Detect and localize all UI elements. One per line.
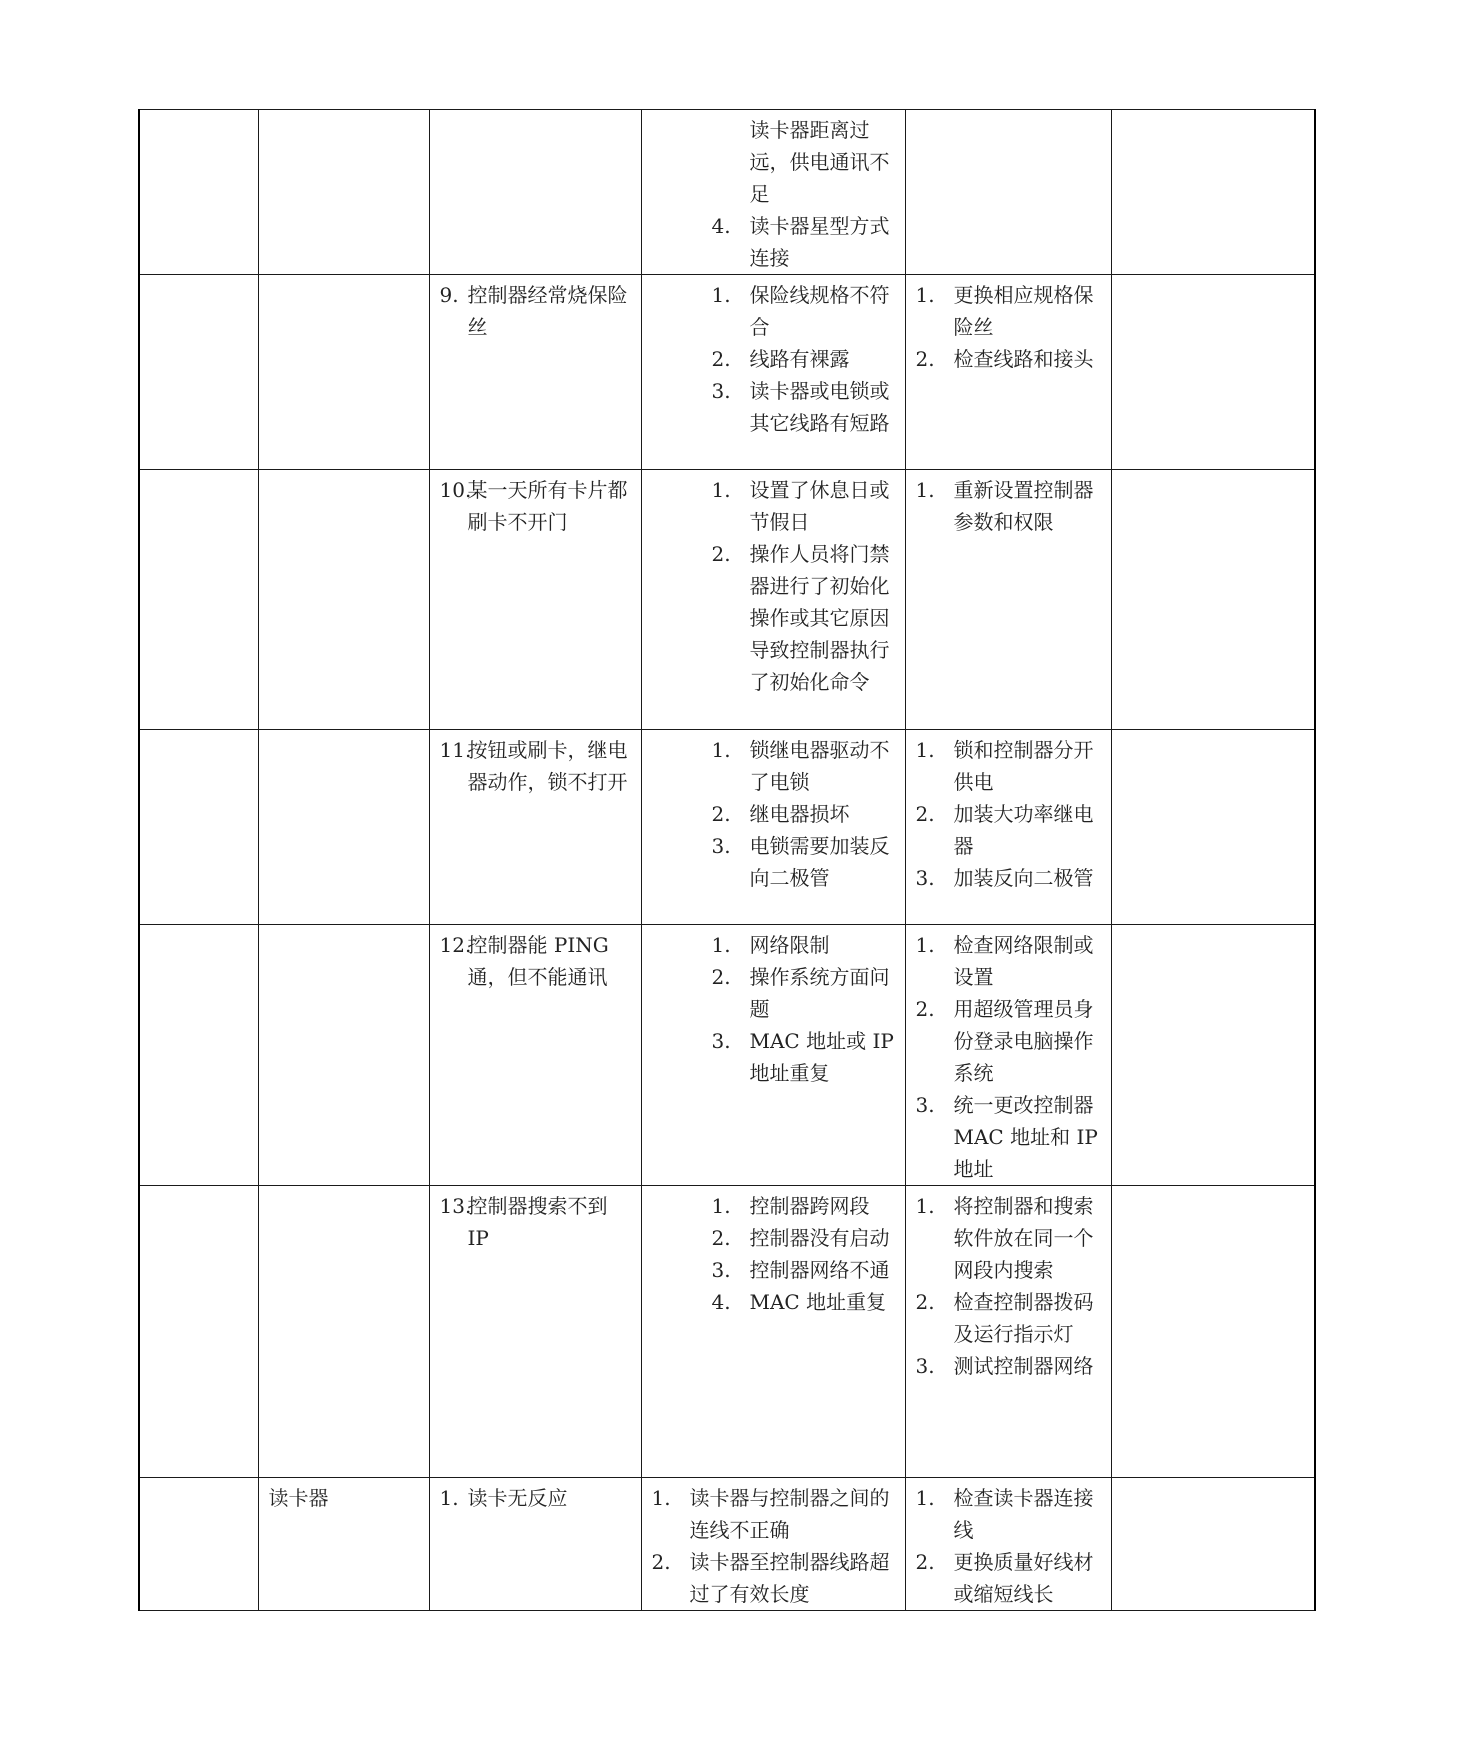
- cause-number: 1.: [711, 283, 731, 307]
- cause-number: 3.: [711, 379, 731, 403]
- solution-item: [916, 1546, 1101, 1610]
- fault-item: [440, 474, 631, 538]
- outer-cell: [139, 275, 258, 470]
- solution-text: 检查网络限制或设置: [953, 933, 1094, 989]
- solution-item: [916, 1089, 1101, 1185]
- fault-cell: [429, 925, 641, 1186]
- cause-item: [712, 734, 895, 798]
- solution-text: 检查读卡器连接线: [953, 1486, 1094, 1542]
- cause-text: 读卡器星型方式连接: [749, 214, 890, 270]
- cause-item: [712, 114, 895, 210]
- fault-text: 控制器能 PING 通，但不能通讯: [467, 933, 609, 989]
- fault-table: [138, 109, 1316, 1611]
- cause-text: 操作系统方面问题: [749, 965, 890, 1021]
- cause-number: 1.: [711, 738, 731, 762]
- fault-text: 控制器经常烧保险丝: [467, 283, 628, 339]
- solution-item: [916, 474, 1101, 538]
- remarks-cell: [1111, 275, 1315, 470]
- cause-item: [712, 279, 895, 343]
- cause-number: 2.: [711, 802, 731, 826]
- solution-number: 2.: [915, 1550, 935, 1574]
- category-cell: [258, 730, 429, 925]
- cause-text: 读卡器距离过远，供电通讯不足: [749, 118, 890, 206]
- fault-text: 某一天所有卡片都刷卡不开门: [467, 478, 628, 534]
- cause-number: 3.: [711, 1029, 731, 1053]
- solution-cell: [905, 730, 1111, 925]
- solution-number: 3.: [915, 1354, 935, 1378]
- solution-number: 3.: [915, 1093, 935, 1117]
- cause-number: 1.: [711, 933, 731, 957]
- fault-item: [440, 734, 631, 798]
- category-cell: [258, 470, 429, 730]
- remarks-cell: [1111, 1186, 1315, 1478]
- cause-text: 读卡器与控制器之间的连线不正确: [689, 1486, 890, 1542]
- fault-item: [440, 1482, 631, 1514]
- cause-text: 线路有裸露: [749, 347, 850, 371]
- solution-number: 1.: [915, 933, 935, 957]
- solution-cell: [905, 1478, 1111, 1611]
- cause-cell: [641, 110, 905, 275]
- solution-item: [916, 993, 1101, 1089]
- cause-cell: [641, 275, 905, 470]
- cause-item: [652, 1546, 895, 1610]
- fault-cell: [429, 275, 641, 470]
- solution-cell: [905, 275, 1111, 470]
- cause-item: [712, 1286, 895, 1318]
- solution-item: [916, 279, 1101, 343]
- cause-text: 保险线规格不符合: [749, 283, 890, 339]
- solution-cell: [905, 1186, 1111, 1478]
- cause-text: MAC 地址重复: [749, 1290, 887, 1314]
- cause-number: 2.: [651, 1550, 671, 1574]
- remarks-cell: [1111, 730, 1315, 925]
- outer-cell: [139, 1186, 258, 1478]
- cause-item: [712, 1222, 895, 1254]
- solution-text: 检查线路和接头: [953, 347, 1094, 371]
- solution-text: 检查控制器拨码及运行指示灯: [953, 1290, 1094, 1346]
- fault-text: 按钮或刷卡，继电器动作，锁不打开: [467, 738, 628, 794]
- outer-cell: [139, 925, 258, 1186]
- cause-item: [712, 929, 895, 961]
- fault-number: 11.: [439, 738, 472, 762]
- cause-number: 1.: [711, 478, 731, 502]
- table-row: [139, 275, 1315, 470]
- table-row: [139, 470, 1315, 730]
- remarks-cell: [1111, 470, 1315, 730]
- cause-item: [712, 830, 895, 894]
- solution-number: 3.: [915, 866, 935, 890]
- cause-cell: [641, 1478, 905, 1611]
- solution-item: [916, 798, 1101, 862]
- fault-text: 控制器搜索不到 IP: [467, 1194, 608, 1250]
- solution-text: 加装反向二极管: [953, 866, 1094, 890]
- solution-number: 1.: [915, 283, 935, 307]
- cause-text: 设置了休息日或节假日: [749, 478, 890, 534]
- solution-text: 测试控制器网络: [953, 1354, 1094, 1378]
- cause-number: 3.: [711, 1258, 731, 1282]
- cause-item: [712, 343, 895, 375]
- solution-number: 2.: [915, 997, 935, 1021]
- cause-item: [712, 961, 895, 1025]
- solution-cell: [905, 925, 1111, 1186]
- cause-item: [712, 375, 895, 439]
- solution-text: 统一更改控制器 MAC 地址和 IP 地址: [953, 1093, 1098, 1181]
- solution-number: 2.: [915, 347, 935, 371]
- outer-cell: [139, 1478, 258, 1611]
- category-cell: [258, 110, 429, 275]
- solution-text: 重新设置控制器参数和权限: [953, 478, 1094, 534]
- remarks-cell: [1111, 110, 1315, 275]
- solution-item: [916, 1190, 1101, 1286]
- solution-item: [916, 1286, 1101, 1350]
- solution-text: 用超级管理员身份登录电脑操作系统: [953, 997, 1094, 1085]
- cause-text: MAC 地址或 IP 地址重复: [749, 1029, 894, 1085]
- solution-text: 锁和控制器分开供电: [953, 738, 1094, 794]
- solution-item: [916, 1482, 1101, 1546]
- cause-cell: [641, 730, 905, 925]
- solution-cell: [905, 110, 1111, 275]
- cause-text: 操作人员将门禁器进行了初始化操作或其它原因导致控制器执行了初始化命令: [749, 542, 890, 694]
- solution-number: 1.: [915, 1194, 935, 1218]
- solution-item: [916, 929, 1101, 993]
- remarks-cell: [1111, 1478, 1315, 1611]
- cause-text: 读卡器或电锁或其它线路有短路: [749, 379, 890, 435]
- fault-number: 10.: [439, 478, 472, 502]
- fault-cell: [429, 730, 641, 925]
- cause-number: 3.: [711, 834, 731, 858]
- solution-item: [916, 1350, 1101, 1382]
- cause-item: [712, 1190, 895, 1222]
- remarks-cell: [1111, 925, 1315, 1186]
- fault-cell: [429, 470, 641, 730]
- fault-cell: [429, 110, 641, 275]
- solution-item: [916, 862, 1101, 894]
- cause-text: 电锁需要加装反向二极管: [749, 834, 890, 890]
- cause-item: [712, 210, 895, 274]
- fault-cell: [429, 1478, 641, 1611]
- cause-text: 网络限制: [749, 933, 830, 957]
- cause-number: 2.: [711, 347, 731, 371]
- fault-number: 13.: [439, 1194, 472, 1218]
- cause-text: 读卡器至控制器线路超过了有效长度: [689, 1550, 890, 1606]
- fault-number: 1.: [439, 1486, 459, 1510]
- solution-cell: [905, 470, 1111, 730]
- fault-text: 读卡无反应: [467, 1486, 568, 1510]
- category-cell: [258, 1478, 429, 1611]
- cause-item: [712, 798, 895, 830]
- solution-item: [916, 343, 1101, 375]
- category-cell: [258, 925, 429, 1186]
- cause-item: [712, 474, 895, 538]
- cause-text: 控制器没有启动: [749, 1226, 890, 1250]
- cause-number: 2.: [711, 1226, 731, 1250]
- outer-cell: [139, 730, 258, 925]
- solution-text: 将控制器和搜索软件放在同一个网段内搜索: [953, 1194, 1094, 1282]
- cause-item: [712, 1025, 895, 1089]
- solution-number: 2.: [915, 802, 935, 826]
- cause-number: 1.: [651, 1486, 671, 1510]
- cause-item: [712, 1254, 895, 1286]
- fault-number: 9.: [439, 283, 459, 307]
- cause-number: 1.: [711, 1194, 731, 1218]
- outer-cell: [139, 470, 258, 730]
- category-cell: [258, 275, 429, 470]
- table-row: [139, 110, 1315, 275]
- cause-cell: [641, 470, 905, 730]
- cause-cell: [641, 925, 905, 1186]
- cause-item: [712, 538, 895, 698]
- cause-text: 控制器跨网段: [749, 1194, 870, 1218]
- solution-text: 更换相应规格保险丝: [953, 283, 1094, 339]
- cause-number: 4.: [711, 1290, 731, 1314]
- solution-text: 更换质量好线材或缩短线长: [953, 1550, 1094, 1606]
- category-cell: [258, 1186, 429, 1478]
- table-row: [139, 1478, 1315, 1611]
- cause-text: 继电器损坏: [749, 802, 850, 826]
- solution-number: 1.: [915, 478, 935, 502]
- fault-item: [440, 1190, 631, 1254]
- cause-cell: [641, 1186, 905, 1478]
- solution-number: 1.: [915, 738, 935, 762]
- table-row: [139, 925, 1315, 1186]
- category-label: 读卡器: [268, 1486, 329, 1510]
- cause-number: 2.: [711, 965, 731, 989]
- table-row: [139, 1186, 1315, 1478]
- solution-item: [916, 734, 1101, 798]
- cause-text: 锁继电器驱动不了电锁: [749, 738, 890, 794]
- solution-number: 2.: [915, 1290, 935, 1314]
- fault-number: 12.: [439, 933, 472, 957]
- solution-number: 1.: [915, 1486, 935, 1510]
- outer-cell: [139, 110, 258, 275]
- fault-item: [440, 929, 631, 993]
- table-row: [139, 730, 1315, 925]
- cause-text: 控制器网络不通: [749, 1258, 890, 1282]
- cause-number: 4.: [711, 214, 731, 238]
- fault-item: [440, 279, 631, 343]
- cause-number: 2.: [711, 542, 731, 566]
- solution-text: 加装大功率继电器: [953, 802, 1094, 858]
- fault-cell: [429, 1186, 641, 1478]
- cause-item: [652, 1482, 895, 1546]
